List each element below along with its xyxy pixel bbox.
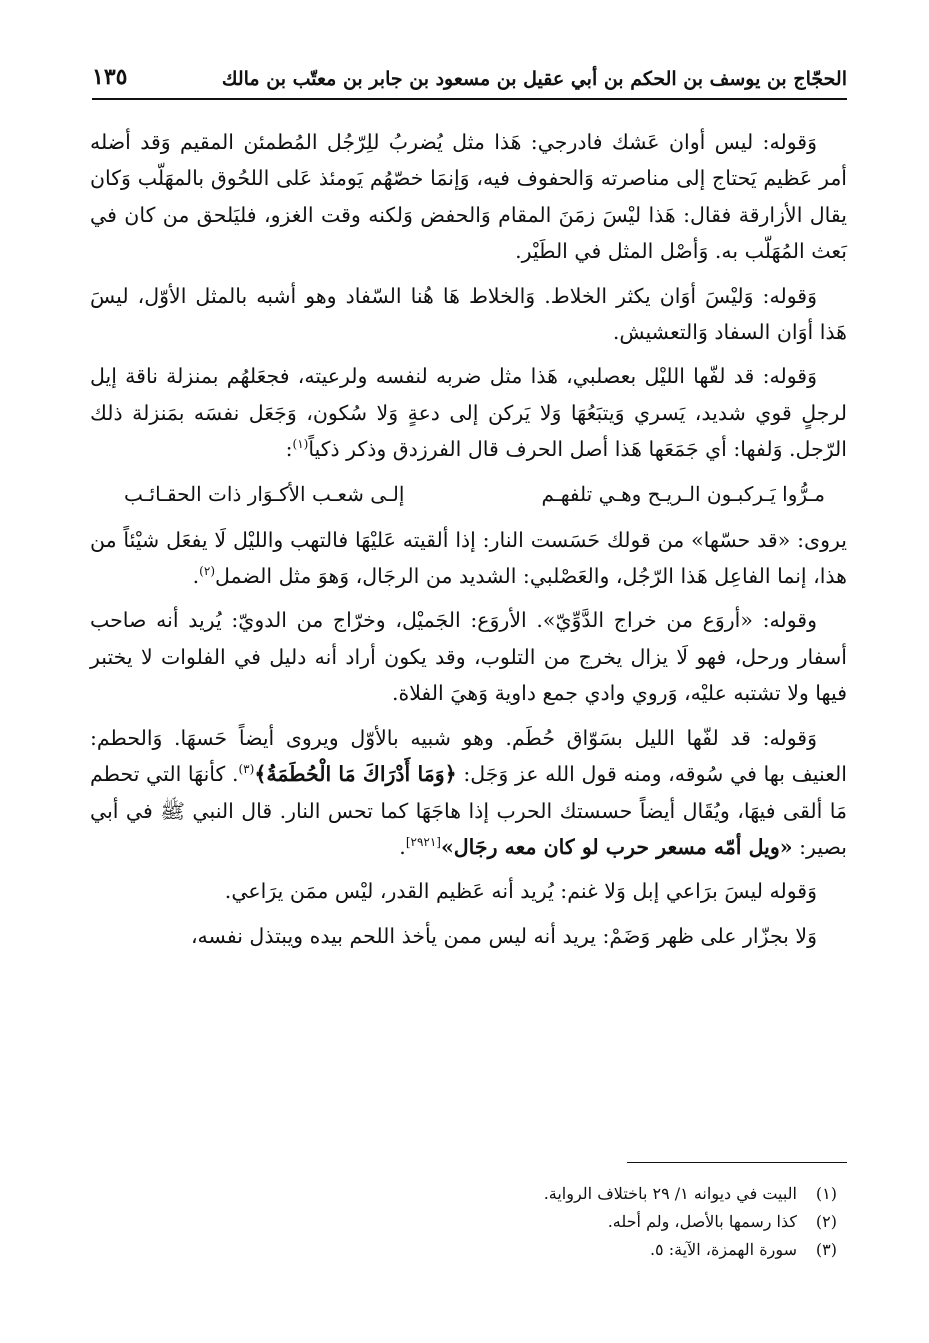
paragraph-6 [90,720,847,866]
header-title: الحجّاج بن يوسف بن الحكم بن أبي عقيل بن مسعود بن جابر بن معتّب بن مالك [221,68,847,90]
main-text [90,124,847,962]
footnote-2-number: (٢) [815,1212,837,1231]
paragraph-6-end: . [399,834,406,859]
paragraph-4-text: يروى: «قد حسّها» من قولك حَسَست النار: إذا ألقيته عَليْهَا فالتهب والليْل لَا يفعَل شيْئاً من هذا، إنما الفاعِل هَذا الرّجُل، والعَصْلبي: الشديد من الرجَال، وَهوَ مثل الضمل [90,527,847,589]
footnotes [92,1180,837,1264]
verse-second-hemistich: إلـى شعـب الأكـوَار ذات الحقـائـب [124,481,405,506]
footnote-ref-3[interactable]: (٣) [238,762,255,777]
footnote-1-number: (١) [815,1184,837,1203]
paragraph-1: وَقوله: ليس أوان عَشك فادرجي: هَذا مثل يُضربُ للِرّجُل المُطمئن المقيم وَقد أضله أمر عَظيم يَحتاج إلى مناصرته وَالحفوف فيه، وَإنمَا خصّهُم يَومئذ عَلى اللحُوق بالمهَلّب وَكان يقال الأزارقة فقال: هَذا ليْسَ زمَنَ المقام وَالحفض وَلكنه وقت الغزو، فليَلحق من كان في بَعث المُهَلّب به. وَأصْل المثل في الطَيْر. [90,130,847,264]
page-number: ١٣٥ [92,64,128,90]
footnote-3 [92,1236,837,1264]
footnote-3-number: (٣) [815,1240,837,1259]
paragraph-3 [90,358,847,467]
hadith-number: [٢٩٢١] [405,835,441,850]
footnote-separator [627,1162,847,1163]
paragraph-6-middle: . كأنهَا التي تحطم مَا ألقى فيهَا، ويُقَال أيضاً حسستك الحرب إذا هاجَهَا كما تحس النار. قال النبي ﷺ في أبي بصير: [90,762,847,859]
footnote-1-text: البيت في ديوانه ١/ ٢٩ باختلاف الرواية. [543,1184,797,1203]
paragraph-4 [90,522,847,595]
footnote-2-text: كذا رسمها بالأصل، ولم أحله. [607,1212,797,1231]
paragraph-7: وَقوله ليسَ برَاعي إبل وَلا غنم: يُريد أنه عَظيم القدر، ليْس ممَن يرَاعي. [224,879,817,904]
paragraph-8: وَلا بجزّار على ظهر وَضَمْ: يريد أنه ليس ممن يأخذ اللحم بيده ويبتذل نفسه، [190,923,817,948]
poetry-verse [90,476,847,512]
footnote-1 [92,1180,837,1208]
paragraph-6-text: وَقوله: قد لفّها الليل بسَوّاق حُطَم. وهو شبيه بالأوّل ويروى أيضاً حَسهَا. وَالحطم: العنيف بها في سُوقه، ومنه قول الله عز وَجَل: [90,725,847,787]
footnote-ref-1[interactable]: (١) [292,437,309,452]
paragraph-2: وَقوله: وَليْسَ أوَان يكثر الخلاط. وَالخلاط هَا هُنا السّفاد وهو أشبه بالمثل الأوّل، ليسَ هَذا أوَان السفاد وَالتعشيش. [90,283,847,345]
quran-quote: ﴿وَمَا أَدْرَاكَ مَا الْحُطَمَةُ﴾ [254,762,457,787]
paragraph-5: وقوله: «أروَع من خراج الدَّوِّيّ». الأروَع: الجَميْل، وخرّاج من الدويّ: يُريد أنه صاحب أسفار ورحل، فهو لَا يزال يخرج من التلوب، وقد يكون أراد أنه دليل في الفلوات لا يختبر فيها ولا تشتبه عليْه، وَروي وادي جمع داوية وَهيَ الفلاة. [90,608,847,706]
running-header [92,56,847,100]
paragraph-4-end: . [192,564,200,589]
footnote-ref-2[interactable]: (٢) [199,564,215,579]
hadith-quote: «ويل أمّه مسعر حرب لو كان معه رجَال» [440,834,793,859]
footnote-3-text: سورة الهمزة، الآية: ٥. [649,1240,797,1259]
verse-first-hemistich: مـرُّوا يَـركبـون الـريـح وهـي تلفهـم [541,481,825,506]
footnote-2 [92,1208,837,1236]
paragraph-3-text: وَقوله: قد لفّها الليْل بعصلبي، هَذا مثل ضربه لنفسه ولرعيته، فجعَلهُم بمنزلة ناقة إيل لرجلٍ قوي شديد، يَسري وَيتبَعُهَا وَلا يَركن إلى دعةٍ وَلا سُكون، وَجَعَل نفسَه بمَنزلة ذلك الرّجل. وَلفها: أي جَمَعَها هَذا أصل الحرف قال الفرزدق وذكر ذكياً [90,364,847,462]
paragraph-3-end: : [285,437,293,462]
